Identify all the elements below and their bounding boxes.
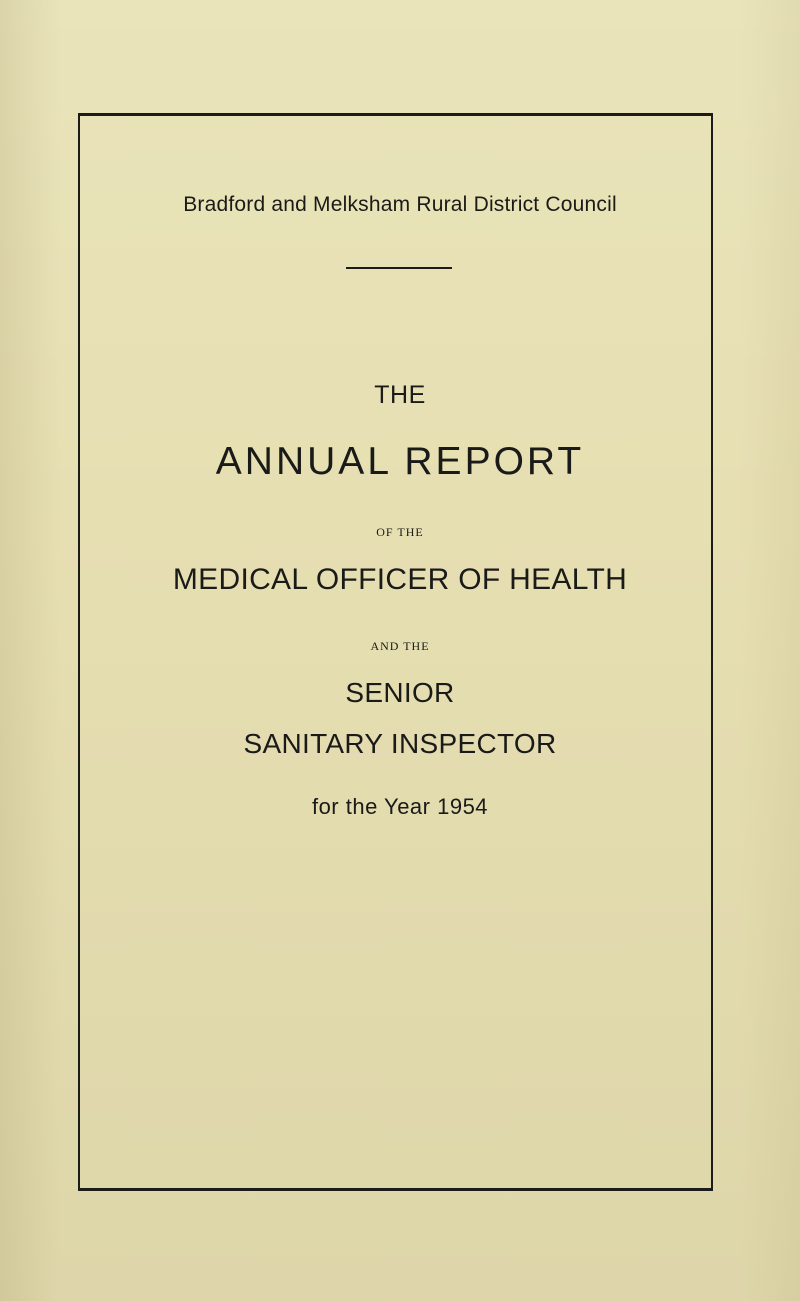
report-year: for the Year 1954	[311, 794, 489, 819]
subtitle-and-the: AND THE	[370, 639, 430, 653]
title-senior: SENIOR	[345, 677, 455, 708]
title-the: THE	[374, 381, 426, 409]
subtitle-of-the: OF THE	[376, 525, 424, 539]
title-sanitary-inspector: SANITARY INSPECTOR	[243, 728, 557, 759]
title-medical-officer: MEDICAL OFFICER OF HEALTH	[172, 563, 628, 596]
council-name: Bradford and Melksham Rural District Council	[183, 193, 617, 216]
title-annual-report: ANNUAL REPORT	[215, 440, 585, 483]
divider-rule	[346, 267, 452, 269]
